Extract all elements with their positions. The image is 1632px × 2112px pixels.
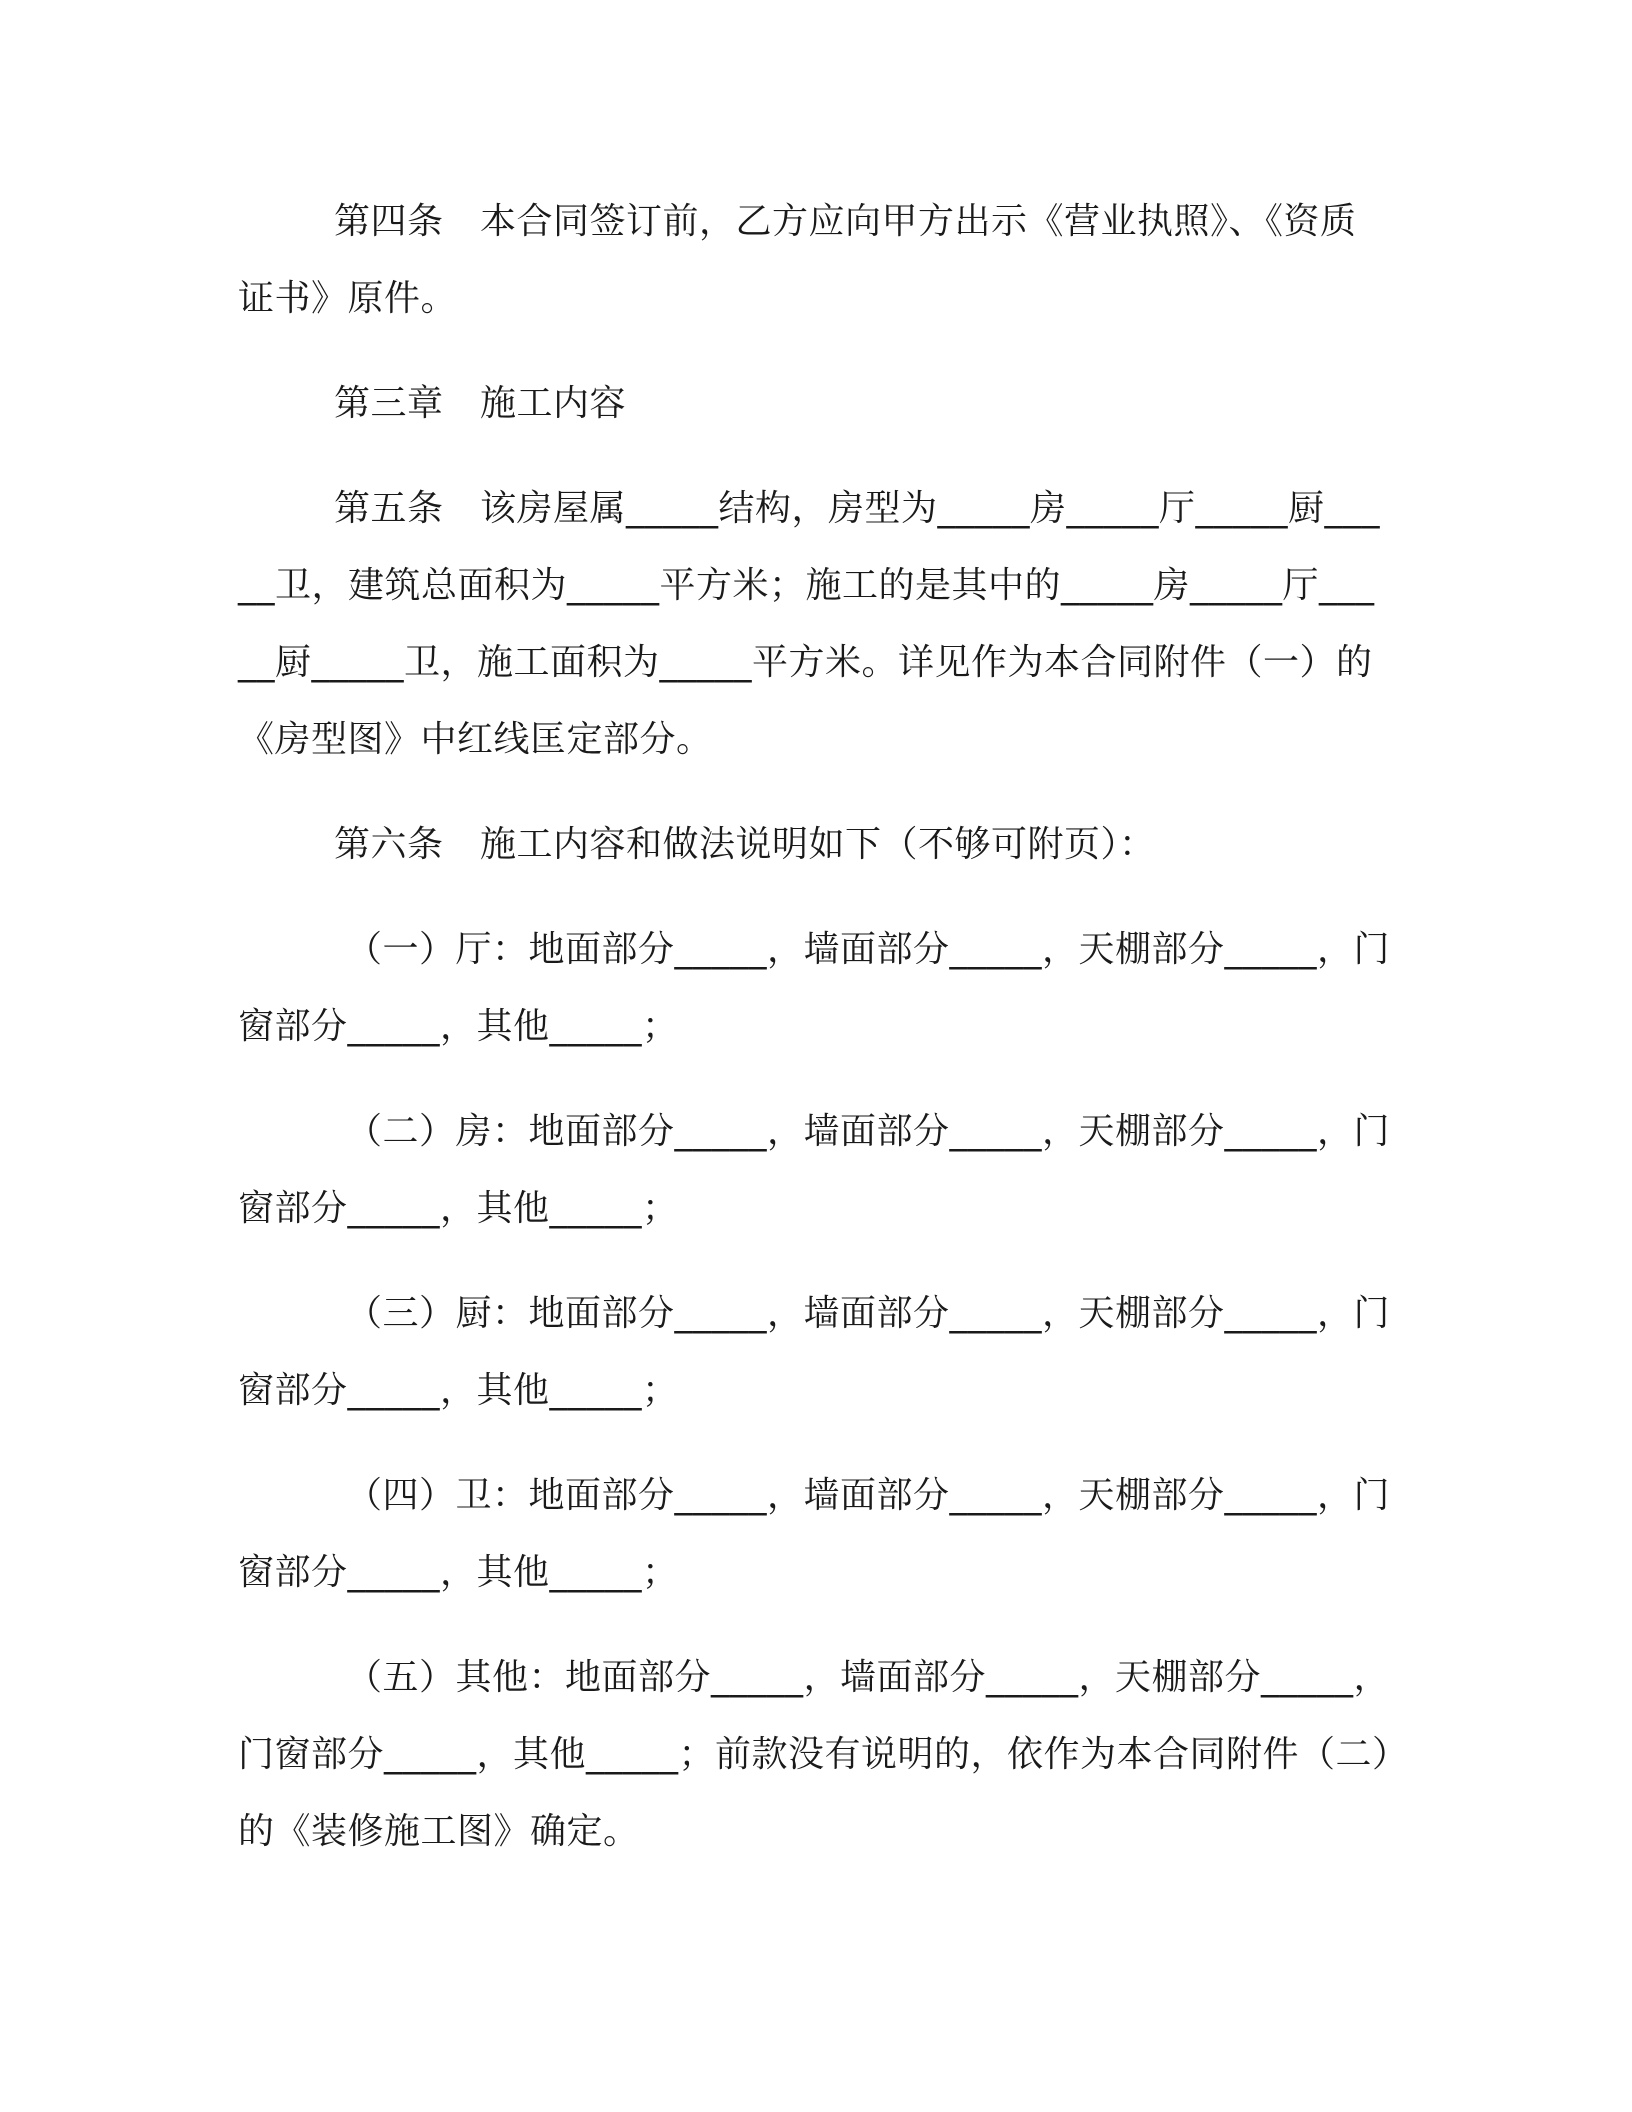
item-1-paragraph: （一）厅：地面部分_____，墙面部分_____，天棚部分_____，门窗部分_____，其他_____； <box>238 929 1391 1047</box>
chapter-3-heading: 第三章 施工内容 <box>334 383 627 424</box>
article-6-paragraph: 第六条 施工内容和做法说明如下（不够可附页）： <box>334 824 1156 865</box>
item-3-paragraph: （三）厨：地面部分_____，墙面部分_____，天棚部分_____，门窗部分_____，其他_____； <box>238 1293 1391 1411</box>
item-4-paragraph: （四）卫：地面部分_____，墙面部分_____，天棚部分_____，门窗部分_____，其他_____； <box>238 1475 1391 1593</box>
item-5-paragraph: （五）其他：地面部分_____，墙面部分_____，天棚部分_____，门窗部分_____，其他_____；前款没有说明的，依作为本合同附件（二）的《装修施工图》确定。 <box>238 1657 1391 1852</box>
article-4-paragraph: 第四条 本合同签订前，乙方应向甲方出示《营业执照》、《资质证书》原件。 <box>238 201 1357 319</box>
article-5-paragraph: 第五条 该房屋属_____结构，房型为_____房_____厅_____厨_____卫，建筑总面积为_____平方米；施工的是其中的_____房_____厅_____厨_____卫，施工面积为_____平方米。详见作为本合同附件（一）的《房型图》中红线匡定部分。 <box>238 488 1381 760</box>
item-2-paragraph: （二）房：地面部分_____，墙面部分_____，天棚部分_____，门窗部分_____，其他_____； <box>238 1111 1391 1229</box>
